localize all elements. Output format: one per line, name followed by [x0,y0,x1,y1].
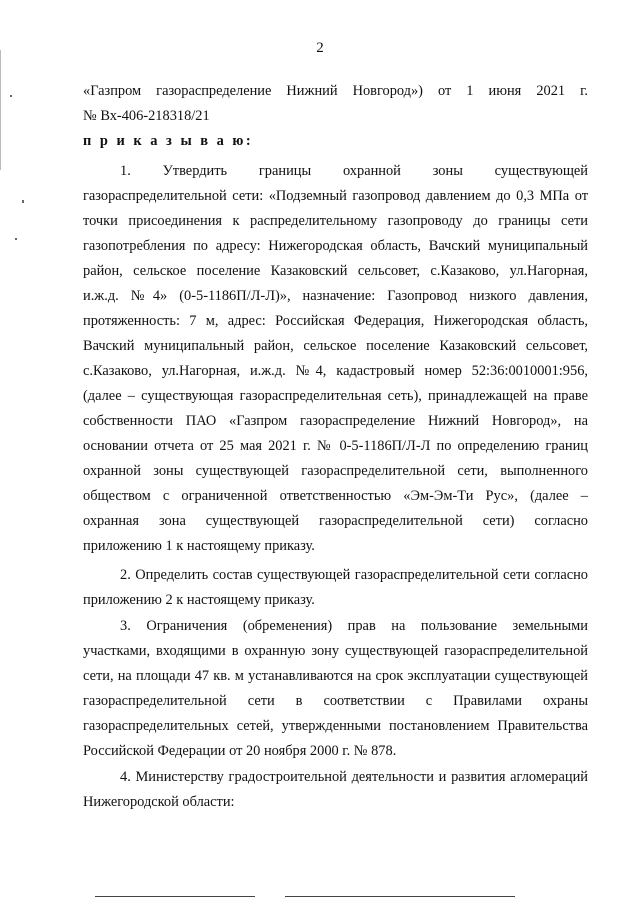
text-line: № Вх-406-218318/21 [83,108,210,124]
text-line: район, сельское поселение Казаковский сельсовет, с.Казаково, ул.Нагорная, [83,263,588,279]
text-line: 1. Утвердить границы охранной зоны существующей [120,163,588,179]
text-line: охранная зона существующей газораспределительной сети) согласно [83,513,588,529]
scan-bottom-line [285,896,515,897]
text-line: Нижегородской области: [83,794,235,810]
text-line: 2. Определить состав существующей газораспределительной сети согласно [120,567,588,583]
scan-speck [15,238,17,240]
text-line: 4. Министерству градостроительной деятельности и развития агломераций [120,769,588,785]
scan-speck [22,200,24,203]
text-line: основании отчета от 25 мая 2021 г. № 0-5-1186П/Л-Л по определению границ [83,438,588,454]
text-line: точки присоединения к распределительному газопроводу до границы сети [83,213,588,229]
scan-bottom-line [95,896,255,897]
text-line: и.ж.д. №4» (0-5-1186П/Л-Л)», назначение: Газопровод низкого давления, [83,288,588,304]
text-line: охранной зоны существующей газораспределительной сети, выполненного [83,463,588,479]
text-line: протяженность: 7 м, адрес: Российская Федерация, Нижегородская область, [83,313,588,329]
text-line: «Газпром газораспределение Нижний Новгород») от 1 июня 2021 г. [83,83,588,99]
scan-edge-mark [0,50,1,170]
text-line: участками, входящими в охранную зону существующей газораспределительной [83,643,588,659]
scan-speck [10,95,12,97]
text-line: газораспределительной сети: «Подземный газопровод давлением до 0,3 МПа от [83,188,588,204]
text-line: с.Казаково, ул.Нагорная, и.ж.д. №4, кадастровый номер 52:36:0010001:956, [83,363,588,379]
text-line: приложению 1 к настоящему приказу. [83,538,315,554]
text-line: Российской Федерации от 20 ноября 2000 г. № 878. [83,743,397,759]
text-line: (далее – существующая газораспределительная сеть), принадлежащей на праве [83,388,588,404]
text-line: 3. Ограничения (обременения) прав на пользование земельными [120,618,588,634]
text-line: газопотребления по адресу: Нижегородская область, Вачский муниципальный [83,238,588,254]
text-line: сети, на площади 47 кв. м устанавливаются на срок эксплуатации существующей [83,668,588,684]
text-line: Вачский муниципальный район, сельское поселение Казаковский сельсовет, [83,338,588,354]
text-line: газораспределительной сети в соответствии с Правилами охраны [83,693,588,709]
text-line: собственности ПАО «Газпром газораспределение Нижний Новгород», на [83,413,588,429]
text-line: обществом с ограниченной ответственностью «Эм-Эм-Ти Рус», (далее – [83,488,588,504]
text-line: газораспределительных сетей, утвержденными постановлением Правительства [83,718,588,734]
text-line: приложению 2 к настоящему приказу. [83,592,315,608]
order-heading: п р и к а з ы в а ю: [83,133,254,149]
page-number: 2 [316,40,324,56]
